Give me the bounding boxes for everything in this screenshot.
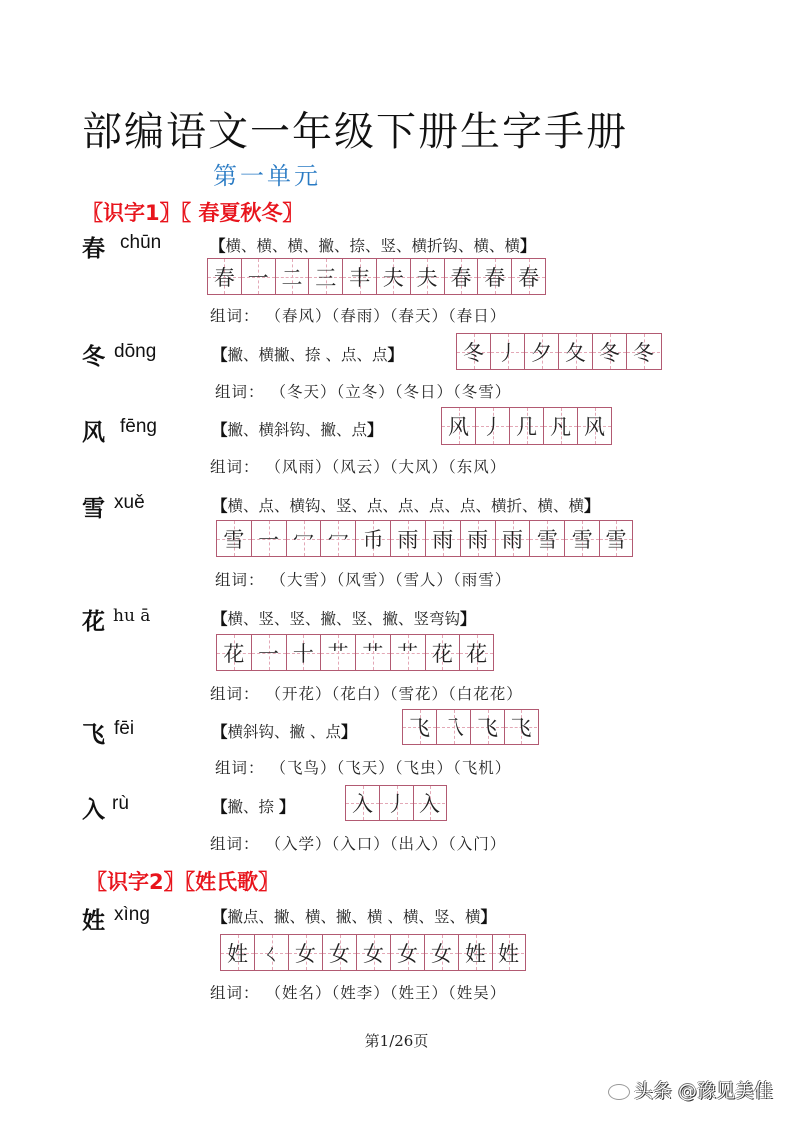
grid-cell: 一 [252,635,287,670]
grid-cell: 冖 [287,521,322,556]
stroke-order: 【撇、捺 】 [212,797,295,816]
grid-cell: 女 [391,935,425,970]
grid-cell: 十 [287,635,322,670]
grid-cell: 一 [252,521,287,556]
stroke-grid [220,934,526,971]
stroke-order: 【横、横、横、撇、捺、竖、横折钩、横、横】 [210,236,536,255]
pinyin: xìng [114,904,150,925]
stroke-list: 撇、横撇、捺 、点、点 [227,346,388,364]
grid-cell: 姓 [493,935,524,970]
pinyin: rù [112,793,129,814]
stroke-order: 【撇点、撇、横、撇、横 、横、竖、横】 [212,907,496,926]
word-list: 组词： （飞鸟）（飞天）（飞虫）（飞机） [215,759,512,777]
lesson-heading-1: 〖识字1〗〖 春夏秋冬〗 [82,201,304,225]
pinyin: dōng [114,341,157,362]
grid-cell: 冬 [593,334,627,369]
grid-cell: 女 [357,935,391,970]
grid-cell: 姓 [221,935,255,970]
stroke-order: 【横斜钩、撇 、点】 [212,722,357,741]
grid-cell: 春 [445,259,479,294]
character: 冬 [82,343,105,370]
grid-cell: 飞 [505,710,537,744]
stroke-order: 【撇、横斜钩、撇、点】 [212,420,383,439]
grid-cell: 丿 [491,334,525,369]
character: 入 [82,796,105,823]
character: 雪 [82,495,105,522]
grid-cell: 雪 [565,521,600,556]
grid-cell: 冖 [321,521,356,556]
grid-cell: 女 [425,935,459,970]
stroke-grid [345,785,447,821]
stroke-order: 【横、点、横钩、竖、点、点、点、点、横折、横、横】 [212,496,600,515]
watermark-text: 头条 @豫见美佳 [634,1080,774,1102]
character: 花 [82,608,105,635]
grid-cell: 飞 [471,710,505,744]
grid-cell: 雪 [530,521,565,556]
grid-cell: 夕 [525,334,559,369]
stroke-list: 横、竖、竖、撇、竖、撇、竖弯钩 [227,610,461,628]
word-list: 组词： （入学）（入口）（出入）（入门） [210,835,507,853]
character: 春 [82,235,105,262]
grid-cell: 夫 [377,259,411,294]
chat-bubble-icon [608,1084,630,1100]
grid-cell: 夂 [559,334,593,369]
grid-cell: 姓 [459,935,493,970]
grid-cell: 雨 [391,521,426,556]
grid-cell: 入 [414,786,445,820]
lesson-heading-2: 〖识字2〗〖姓氏歌〗 [86,870,280,894]
grid-cell: 艹 [391,635,426,670]
word-list: 组词： （大雪）（风雪）（雪人）（雨雪） [215,571,512,589]
grid-cell: 夫 [411,259,445,294]
grid-cell: 二 [276,259,310,294]
grid-cell: 风 [442,408,476,444]
grid-cell: 雪 [217,521,252,556]
stroke-list: 横斜钩、撇 、点 [227,723,341,741]
word-list: 组词： （姓名）（姓李）（姓王）（姓吴） [210,984,507,1002]
grid-cell: 入 [346,786,380,820]
grid-cell: 花 [460,635,493,670]
grid-cell: 三 [309,259,343,294]
grid-cell: 凡 [544,408,578,444]
stroke-grid [402,709,539,745]
stroke-list: 横、点、横钩、竖、点、点、点、点、横折、横、横 [227,497,585,515]
grid-cell: 雪 [600,521,632,556]
stroke-list: 撇、横斜钩、撇、点 [227,421,368,439]
grid-cell: 冬 [627,334,660,369]
grid-cell: 春 [478,259,512,294]
grid-cell: 女 [289,935,323,970]
grid-cell: 雨 [426,521,461,556]
document-title: 部编语文一年级下册生字手册 [82,109,628,155]
stroke-list: 撇点、撇、横、撇、横 、横、竖、横 [227,908,481,926]
grid-cell: 花 [426,635,461,670]
character: 风 [82,419,105,446]
stroke-grid [207,258,546,295]
word-list: 组词： （冬天）（立冬）（冬日）（冬雪） [215,383,512,401]
grid-cell: 冬 [457,334,491,369]
grid-cell: 花 [217,635,252,670]
pinyin: chūn [120,232,162,253]
watermark [608,1076,773,1103]
stroke-grid [216,634,494,671]
character: 飞 [82,721,105,748]
pinyin: fēng [120,416,157,437]
grid-cell: 艹 [356,635,391,670]
grid-cell: 乁 [437,710,471,744]
grid-cell: 飞 [403,710,437,744]
stroke-grid [216,520,633,557]
grid-cell: ㄑ [255,935,289,970]
grid-cell: 春 [208,259,242,294]
stroke-order: 【撇、横撇、捺 、点、点】 [212,345,403,364]
grid-cell: 丿 [380,786,414,820]
word-list: 组词： （春风）（春雨）（春天）（春日） [210,307,507,325]
unit-heading: 第一单元 [213,162,321,190]
page-number: 第1/26页 [364,1032,429,1050]
grid-cell: 雨 [496,521,531,556]
grid-cell: 几 [510,408,544,444]
stroke-order: 【横、竖、竖、撇、竖、撇、竖弯钩】 [212,609,476,628]
grid-cell: 一 [242,259,276,294]
grid-cell: 雨 [461,521,496,556]
grid-cell: 丿 [476,408,510,444]
pinyin: hu ā [113,606,151,626]
grid-cell: 风 [578,408,611,444]
grid-cell: 女 [323,935,357,970]
grid-cell: 春 [512,259,545,294]
stroke-list: 横、横、横、撇、捺、竖、横折钩、横、横 [225,237,521,255]
pinyin: xuě [114,492,145,513]
stroke-list: 撇、捺 [227,798,279,816]
stroke-grid [456,333,662,370]
grid-cell: 币 [356,521,391,556]
grid-cell: 丰 [343,259,377,294]
pinyin: fēi [114,718,135,739]
stroke-grid [441,407,612,445]
character: 姓 [82,907,105,934]
grid-cell: 艹 [321,635,356,670]
word-list: 组词： （开花）（花白）（雪花）（白花花） [210,685,523,703]
word-list: 组词： （风雨）（风云）（大风）（东风） [210,458,507,476]
